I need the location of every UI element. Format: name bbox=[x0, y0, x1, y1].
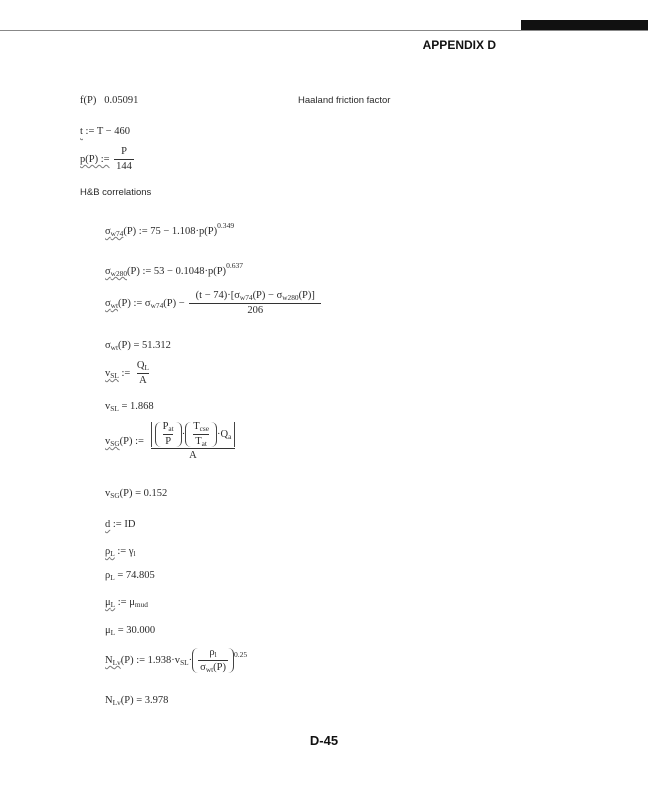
pressure-definition: p(P) := $\frac{P}{144}$ bbox=[80, 146, 132, 172]
vsg-definition: $v_{SG}(P)$ := $\frac{P_{at}}{P}$ · $\frac{T_{cse}}{T_{at}}$ $\cdot Q_a$ A bbox=[105, 422, 239, 462]
diameter-definition: d := ID bbox=[105, 519, 136, 530]
nlv-value: $N_{Lv}(P) = 3.978$ bbox=[105, 695, 169, 707]
rho-value: $\rho_L = 74.805$ bbox=[105, 570, 155, 582]
rho-definition: $\rho_L$ := $\gamma_l$ bbox=[105, 546, 136, 558]
section-heading: H&B correlations bbox=[80, 187, 152, 198]
temperature-definition: t := T − 460 bbox=[80, 126, 130, 137]
mu-definition: $\mu_L$ := $\mu_{mud}$ bbox=[105, 597, 148, 609]
mu-value: $\mu_L = 30.000$ bbox=[105, 625, 156, 637]
vsl-fraction: $\frac{Q_L}{A}$ bbox=[136, 360, 150, 386]
sigma-wt-value: $\sigma_{wt}(P) = 51.312$ bbox=[105, 340, 171, 352]
sigma-wt-definition: $\sigma_{wt}(P)$ := $\sigma_{w74}(P)$ − $\frac{(t - 74)\cdot[\sigma_{w74}(P) - \sigma_{w280}(P)]}{206}$ bbox=[105, 291, 323, 316]
sigma-w74-definition: $\sigma_{w74}(P)$ := $75 - 1.108\cdot p(P)^{0.349}$ bbox=[105, 221, 235, 238]
page-number: D-45 bbox=[309, 733, 339, 748]
friction-factor-label: Haaland friction factor bbox=[298, 95, 391, 106]
sigma-w280-definition: $\sigma_{w280}(P)$ := $53 - 0.1048\cdot p(P)^{0.637}$ bbox=[105, 261, 244, 278]
pressure-fraction: $\frac{P}{144}$ bbox=[116, 146, 132, 172]
sigma-wt-fraction: $\frac{(t - 74)\cdot[\sigma_{w74}(P) - \sigma_{w280}(P)]}{206}$ bbox=[189, 291, 321, 316]
appendix-label: APPENDIX D bbox=[422, 38, 496, 52]
friction-factor-line: f(P) 0.05091 bbox=[80, 95, 139, 106]
vsl-value: $v_{SL} = 1.868$ bbox=[105, 401, 154, 413]
header-rule bbox=[0, 30, 648, 31]
nlv-definition: $N_{Lv}(P)$ := $1.938\cdot v_{SL}\cdot$ $\frac{\rho_l}{\sigma_{wt}(P)}$ $^{0.25}$ bbox=[105, 647, 248, 674]
vsg-fraction: $\frac{P_{at}}{P}$ · $\frac{T_{cse}}{T_{at}}$ $\cdot Q_a$ A bbox=[149, 422, 238, 462]
vsg-value: $v_{SG}(P) = 0.152$ bbox=[105, 488, 168, 500]
vsl-definition: $v_{SL}$ := $\frac{Q_L}{A}$ bbox=[105, 360, 150, 386]
